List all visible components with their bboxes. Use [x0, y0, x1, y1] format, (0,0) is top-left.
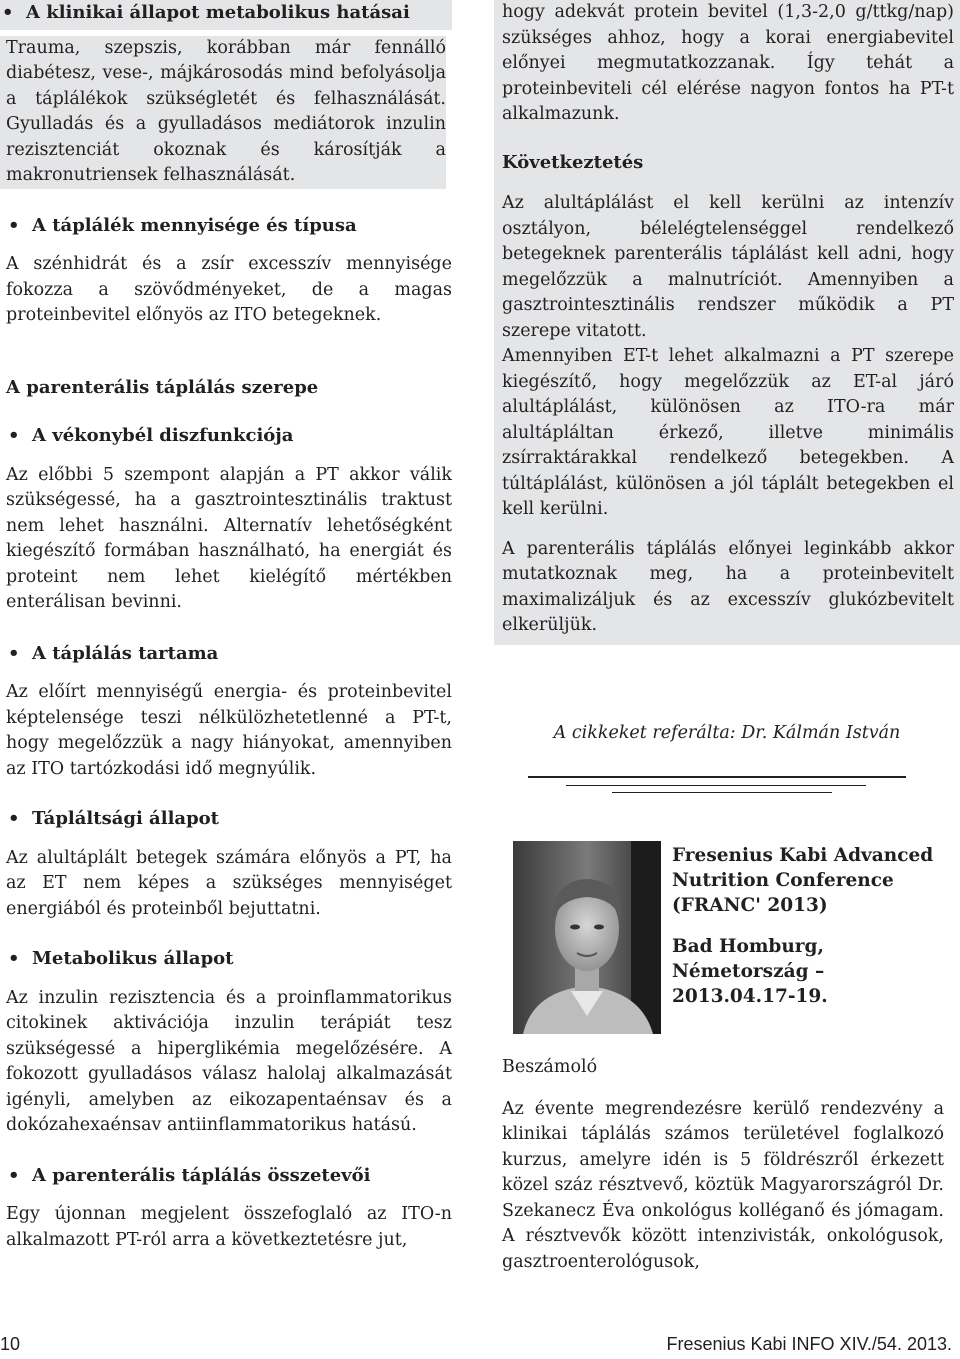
section-heading: A parenterális táplálás szerepe [6, 376, 319, 398]
section-body: Trauma, szepszis, korábban már fennálló diabétesz, vese-, májkárosodás mind befolyásolja a táplálékok szükségletét és felhasználását. Gyulladás és a gyulladásos mediátorok inzulin rezisztenciát okoznak és károsítják a makronutriensek felhasználását. [0, 36, 446, 189]
report-label: Beszámoló [502, 1057, 598, 1077]
section-body: Az előírt mennyiségű energia- és proteinbevitel képtelensége teszi nélkülözhetetlenné a PT-t, hogy megelőzzük a nagy hiányokat, amennyiben az ITO tartózkodási idő megnyúlik. [6, 682, 452, 779]
section-body: Egy újonnan megjelent összefoglaló az ITO-n alkalmazott PT-ról arra a következtetésre jut, [6, 1204, 452, 1250]
section-heading: • Tápláltsági állapot [6, 806, 452, 832]
section-heading: • A táplálás tartama [6, 641, 452, 667]
left-column [6, 0, 452, 1253]
report-block [502, 1055, 944, 1275]
section-body: Az előbbi 5 szempont alapján a PT akkor válik szükségessé, ha a gasztrointesztinális traktust nem lehet használni. Alternatív lehetőségként kiegészítő formában használható, ha energiát és proteint nem lehet kielégítő mértékben enterálisan bevinni. [6, 464, 452, 612]
section-body: Az inzulin rezisztencia és a proinflammatorikus citokinek aktivációja inzulin terápiát tesz szükségessé a hiperglikémia megelőzésére. A fokozott gyulladásos válasz halolaj alkalmazását igényli, amelyben az eikozapentaénsav és a dokózahexaénsav antiinflammatorikus hatású. [6, 987, 452, 1135]
right-column [494, 0, 960, 793]
conclusion-text: Amennyiben ET-t lehet alkalmazni a PT szerepe kiegészítő, hogy megelőzzük az ET-al járó alultáplálást, különösen az ITO-ra már alultápláltan érkező, illetve minimális zsírraktárakkal rendelkező betegekben. A túltáplálást, különösen a jól táplált betegekben el kell kerülni. [502, 346, 954, 519]
conclusion-text: Az alultáplálást el kell kerülni az intenzív osztályon, bélelégtelenséggel rendelkező betegeknek parenterális táplálást kell adni, hogy megelőzzük a malnutríciót. Amennyiben a gasztrointesztinális rendszer működik a PT szerepe vitatott. [502, 193, 954, 341]
conference-block [672, 843, 952, 1009]
intro-text: hogy adekvát protein bevitel (1,3-2,0 g/ttkg/nap) szükséges ahhoz, hogy a korai energiabevitel előnyei megmutatkozzanak. Így tehát a proteinbeviteli cél elérése nagyon fontos ha PT-t alkalmazunk. [502, 2, 954, 124]
divider-line [612, 792, 832, 793]
section-body: Az alultáplált betegek számára előnyös a PT, ha az ET nem képes a szükséges mennyiséget energiából és proteinből bejuttatni. [6, 847, 452, 919]
conference-place: Bad Homburg, Németország – 2013.04.17-19. [672, 936, 828, 1007]
section-heading: • A klinikai állapot metabolikus hatásai [0, 0, 452, 30]
publication-info: Fresenius Kabi INFO XIV./54. 2013. [666, 1334, 952, 1354]
portrait-image [513, 841, 661, 1034]
section-body: A szénhidrát és a zsír excesszív mennyisége fokozza a szövődményeket, de a magas proteinbevitel előnyös az ITO betegeknek. [6, 254, 452, 325]
page-number: 10 [0, 1334, 21, 1354]
author-photo [513, 841, 661, 1034]
divider-line [566, 785, 866, 786]
section-heading: • A táplálék mennyisége és típusa [6, 213, 452, 239]
referee-credit: A cikkeket referálta: Dr. Kálmán István [553, 722, 901, 743]
section-heading: • Metabolikus állapot [6, 946, 452, 972]
conclusion-heading: Következtetés [502, 151, 644, 173]
shaded-box [494, 0, 960, 645]
section-heading: • A parenterális táplálás összetevői [6, 1163, 452, 1189]
section-heading: • A vékonybél diszfunkciója [6, 423, 452, 449]
conclusion-text: A parenterális táplálás előnyei leginkább akkor mutatkoznak meg, ha a proteinbevitelt maximalizáljuk és az excesszív glukózbevitelt elkerüljük. [502, 538, 954, 635]
divider-line [528, 776, 906, 778]
conference-title: Fresenius Kabi Advanced Nutrition Conference (FRANC' 2013) [672, 845, 934, 916]
report-body: Az évente megrendezésre kerülő rendezvény a klinikai táplálás számos területével foglalkozó kurzus, amelyre idén is 5 földrészről érkezett közel száz résztvevő, köztük Magyarországról Dr. Szekanecz Éva onkológus kolléganő és jómagam. A résztvevők között intenzivisták, onkológusok, gasztroenterológusok, [502, 1098, 944, 1272]
